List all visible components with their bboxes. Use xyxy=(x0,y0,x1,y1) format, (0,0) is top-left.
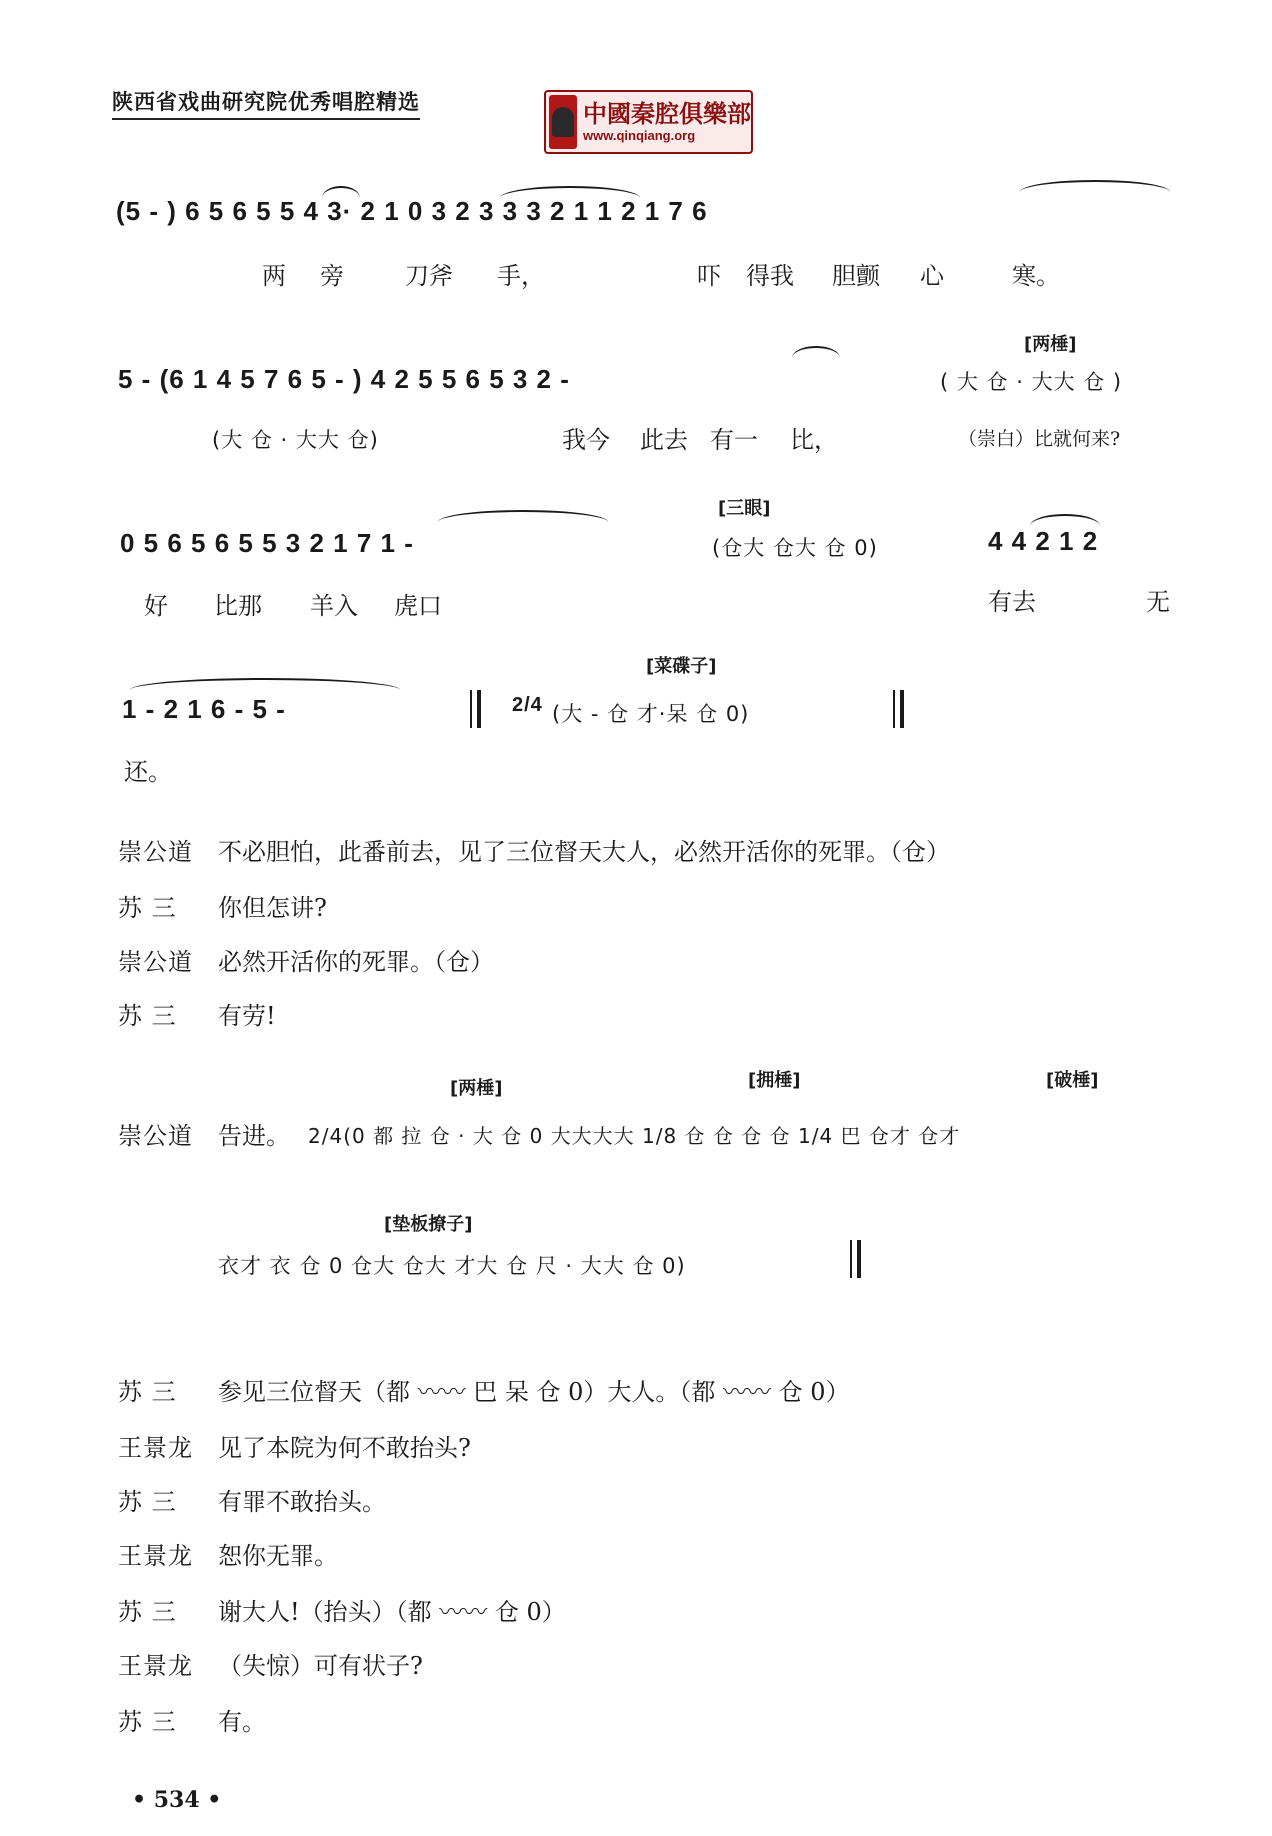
dialogue-line xyxy=(118,1702,266,1737)
lyric: 无 xyxy=(1146,588,1170,616)
slur xyxy=(130,678,400,690)
dialogue-text: 必然开活你的死罪。（仓） xyxy=(218,948,494,976)
lyric: 胆颤 xyxy=(832,262,880,290)
speaker-name: 王景龙 xyxy=(118,1652,193,1680)
book-title: 陕西省戏曲研究院优秀唱腔精选 xyxy=(112,86,420,120)
dialogue-line xyxy=(118,1646,423,1681)
lyric: 得我 xyxy=(746,262,794,290)
dialogue-line xyxy=(118,888,327,923)
jianpu-notes: 0 5 6 5 6 5 5 3 2 1 7 1 - xyxy=(120,528,414,558)
club-logo xyxy=(544,90,753,154)
logo-url: www.qinqiang.org xyxy=(583,128,696,143)
speaker-name: 苏 三 xyxy=(118,1378,177,1406)
dialogue-line xyxy=(118,1428,471,1463)
dialogue-text: 不必胆怕，此番前去，见了三位督天大人，必然开活你的死罪。（仓） xyxy=(218,838,950,866)
lyric: 此去 xyxy=(640,426,688,454)
speaker-name: 苏 三 xyxy=(118,1002,177,1030)
percussion-notes: 衣才 衣 仓 0 仓大 仓大 才大 仓 尺 · 大大 仓 0) xyxy=(218,1254,686,1278)
speaker-name: 苏 三 xyxy=(118,1598,177,1626)
dialogue-text: 有劳! xyxy=(218,1002,276,1030)
lyric: 心 xyxy=(920,262,944,290)
dialogue-text: 见了本院为何不敢抬头? xyxy=(218,1434,471,1462)
percussion-notes: (大 仓 · 大大 仓) xyxy=(212,428,379,452)
slur xyxy=(322,186,360,198)
section-label: [拥棰] xyxy=(748,1070,801,1091)
lyric: 好 xyxy=(144,592,168,620)
dialogue-line xyxy=(118,1116,290,1151)
dialogue-text: 有。 xyxy=(218,1708,266,1736)
dialogue-line xyxy=(118,1592,566,1627)
jianpu-notes: 4 4 2 1 2 xyxy=(988,526,1099,556)
jianpu-notes: 5 - (6 1 4 5 7 6 5 - ) 4 2 5 5 6 5 3 2 - xyxy=(118,364,570,394)
double-barline xyxy=(900,690,904,728)
dialogue-text: 参见三位督天（都 〰〰 巴 呆 仓 0）大人。（都 〰〰 仓 0） xyxy=(218,1378,850,1406)
slur xyxy=(1020,180,1170,192)
section-label: [三眼] xyxy=(718,498,771,519)
dialogue-line xyxy=(118,1482,386,1517)
section-label: [两棰] xyxy=(1024,334,1077,355)
speaker-name: 崇公道 xyxy=(118,838,193,866)
dialogue-line xyxy=(118,1536,338,1571)
speaker-name: 王景龙 xyxy=(118,1542,193,1570)
lyric: 有去 xyxy=(988,588,1036,616)
dialogue-text: 告进。 xyxy=(218,1122,290,1150)
opera-figure-icon xyxy=(549,95,577,149)
speaker-name: 王景龙 xyxy=(118,1434,193,1462)
percussion-notes: (仓大 仓大 仓 0) xyxy=(712,536,878,560)
dialogue-text: 你但怎讲? xyxy=(218,894,327,922)
dialogue-text: （失惊）可有状子? xyxy=(218,1652,423,1680)
lyric: 比， xyxy=(790,426,838,454)
lyric: 还。 xyxy=(124,758,172,786)
dialogue-text: 有罪不敢抬头。 xyxy=(218,1488,386,1516)
section-label: [菜碟子] xyxy=(646,656,717,677)
double-barline xyxy=(857,1240,861,1278)
jianpu-notes: (5 - ) 6 5 6 5 5 4 3· 2 1 0 3 2 3 3 3 2 1 1 2 1 7 6 xyxy=(116,196,708,226)
lyric: 两 xyxy=(262,262,286,290)
dialogue-line xyxy=(118,996,276,1031)
lyric: 刀斧 xyxy=(405,262,453,290)
speaker-name: 崇公道 xyxy=(118,948,193,976)
dialogue-text: 谢大人!（抬头）（都 〰〰 仓 0） xyxy=(218,1598,566,1626)
lyric: 手， xyxy=(497,262,545,290)
lyric: 比那 xyxy=(214,592,262,620)
double-barline xyxy=(477,690,481,728)
lyric: 有一 xyxy=(710,426,758,454)
double-barline xyxy=(850,1240,852,1278)
speaker-name: 崇公道 xyxy=(118,1122,193,1150)
slur xyxy=(1030,514,1100,526)
speaker-name: 苏 三 xyxy=(118,1488,177,1516)
double-barline xyxy=(893,690,895,728)
speaker-name: 苏 三 xyxy=(118,1708,177,1736)
slur xyxy=(792,346,840,358)
double-barline xyxy=(470,690,472,728)
lyric: 虎口 xyxy=(394,592,442,620)
lyric: 我今 xyxy=(562,426,610,454)
jianpu-notes: 1 - 2 1 6 - 5 - xyxy=(122,694,286,724)
lyric: 羊入 xyxy=(310,592,358,620)
speaker-name: 苏 三 xyxy=(118,894,177,922)
section-label: [垫板撩子] xyxy=(384,1214,473,1235)
percussion-notes: ( 大 仓 · 大大 仓 ) xyxy=(940,370,1123,394)
percussion-notes: 2/4(0 都 拉 仓 · 大 仓 0 大大大大 1/8 仓 仓 仓 仓 1/4 巴 仓才 仓才 xyxy=(308,1124,961,1148)
logo-name: 中國秦腔俱樂部 xyxy=(583,100,751,128)
slur xyxy=(500,186,640,198)
dialogue-line xyxy=(118,832,950,867)
lyric: 寒。 xyxy=(1012,262,1060,290)
dialogue-line xyxy=(118,942,494,977)
spoken-aside: （崇白）比就何来? xyxy=(958,428,1121,450)
page-number: • 534 • xyxy=(132,1787,222,1813)
dialogue-text: 恕你无罪。 xyxy=(218,1542,338,1570)
section-label: [破棰] xyxy=(1046,1070,1099,1091)
lyric: 旁 xyxy=(320,262,344,290)
time-signature: 2/4 xyxy=(512,694,543,716)
slur xyxy=(438,510,608,522)
lyric: 吓 xyxy=(697,262,721,290)
section-label: [两棰] xyxy=(450,1078,503,1099)
dialogue-line xyxy=(118,1372,850,1407)
percussion-notes: (大 - 仓 才·呆 仓 0) xyxy=(552,702,750,726)
